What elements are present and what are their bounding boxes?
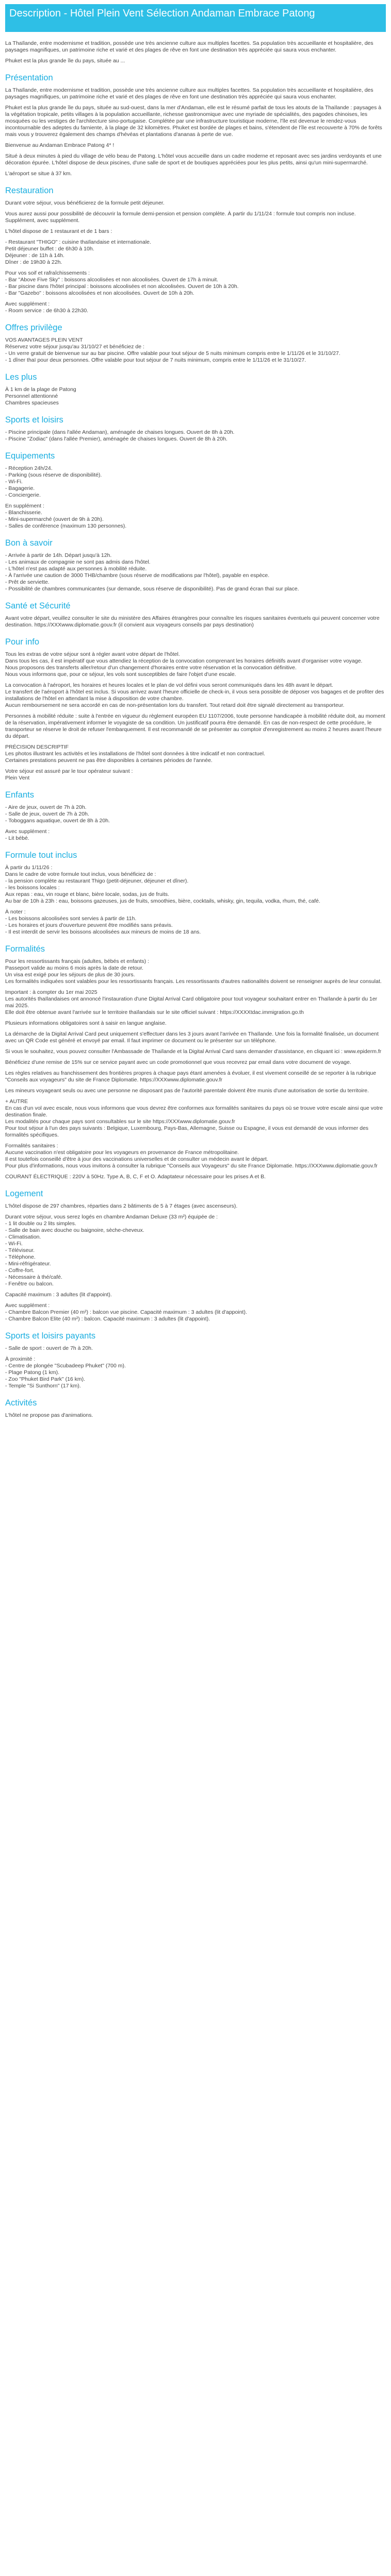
text-line: Formalités sanitaires : — [5, 1143, 58, 1149]
text-line: Dans le cadre de votre formule tout inclus, vous bénéficiez de : — [5, 871, 156, 877]
text-block — [5, 828, 386, 842]
text-block — [5, 804, 386, 824]
text-block — [5, 1048, 386, 1055]
text-line: La démarche de la Digital Arrival Card peut uniquement s'effectuer dans les 3 jours avant l'arrivée en Thaïlande. Une fois la formalité finalisée, un document avec un QR Code est généré et envoyé par email. Il faut imprimer ce document ou le présenter sur un téléphone. — [5, 1031, 379, 1044]
page — [0, 4, 391, 2576]
text-line: - Parking (sous réserve de disponibilité). — [5, 472, 102, 478]
text-line: - Prêt de serviette. — [5, 579, 50, 585]
text-line: Certaines prestations peuvent ne pas être disponibles à certaines périodes de l'année. — [5, 757, 213, 764]
text-block — [5, 337, 386, 364]
section-title-offres-privilege: Offres privilège — [5, 323, 62, 332]
text-line: - Il est interdit de servir les boissons alcoolisées aux mineurs de moins de 18 ans. — [5, 929, 201, 935]
text-block — [5, 465, 386, 499]
text-line: - Mini-réfrigérateur. — [5, 1261, 51, 1267]
text-line: Chambres spacieuses — [5, 400, 59, 406]
text-line: - Possibilité de chambres communicantes (sur demande, sous réserve de disponibilité). Pas de grand écran thaï sur place. — [5, 586, 299, 592]
text-line: La Thaïlande, entre modernisme et tradition, possède une très ancienne culture aux multiples facettes. Sa population très accueillante et hospitalière, des paysages magnifiques, un patrimoine riche et varié et des plages de rêve en font une destination très appréciée qui saura vous enchanter. — [5, 87, 373, 100]
text-block — [5, 211, 386, 224]
text-line: - Room service : de 6h30 à 22h30. — [5, 308, 89, 314]
intro — [5, 40, 386, 64]
text-line: - la pension complète au restaurant Thigo (petit-déjeuner, déjeuner et dîner). — [5, 878, 189, 884]
section-title-formule-tout-inclus: Formule tout inclus — [5, 851, 77, 860]
text-line: Bienvenue au Andaman Embrace Patong 4* ! — [5, 142, 115, 148]
text-block — [5, 142, 386, 149]
text-line: Il est toutefois conseillé d'être à jour des vaccinations universelles et de consulter un médecin avant le départ. — [5, 1156, 268, 1162]
text-line: Personnel attentionné — [5, 393, 58, 399]
text-line: - Fenêtre ou balcon. — [5, 1281, 54, 1287]
text-block — [5, 270, 386, 297]
text-line: Dans tous les cas, il est impératif que vous attendiez la réception de la convocation comprenant les horaires définitifs avant d'organiser votre voyage. — [5, 658, 363, 664]
text-line: Avec supplément : — [5, 828, 50, 835]
text-line: Les photos illustrant les activités et les installations de l'hôtel sont données à titre indicatif et non contractuel. — [5, 751, 265, 757]
text-line: Avant votre départ, veuillez consulter le site du ministère des Affaires étrangères pour connaître les risques sanitaires éventuels qui peuvent concerner votre destination. https://XXXwww.diplomatie.gouv.fr (il convient aux voyageurs conseils par pays destination) — [5, 615, 380, 628]
section-title-activites: Activités — [5, 1398, 37, 1408]
text-block — [5, 200, 386, 207]
text-block — [5, 651, 386, 678]
text-line: Déjeuner : de 11h à 14h. — [5, 252, 64, 259]
text-line: - 1 dîner thaï pour deux personnes. Offre valable pour tout séjour de 7 nuits minimum, compris entre le 1/11/26 et le 31/10/27. — [5, 357, 306, 363]
text-line: Si vous le souhaitez, vous pouvez consulter l'Ambassade de Thaïlande et la Digital Arrival Card sans demander d'assistance, en cliquant ici : www.epiderm.fr — [5, 1048, 382, 1055]
text-line: - Mini-supermarché (ouvert de 9h à 20h). — [5, 516, 104, 522]
text-block — [5, 713, 386, 740]
text-block — [5, 171, 386, 177]
text-line: - Climatisation. — [5, 1234, 41, 1240]
text-line: - Centre de plongée "Scubadeep Phuket" (700 m). — [5, 1363, 126, 1369]
text-line: - Chambre Balcon Premier (40 m²) : balcon vue piscine. Capacité maximum : 3 adultes (lit d'appoint). — [5, 1309, 247, 1315]
text-line: - Piscine "Zodiac" (dans l'allée Premier), aménagée de chaises longues. Ouvert de 8h à 20h. — [5, 436, 227, 442]
text-block — [5, 301, 386, 314]
text-line: - Wi-Fi. — [5, 479, 23, 485]
text-line: - Restaurant "THIGO" : cuisine thaïlandaise et internationale. — [5, 239, 151, 245]
text-block — [5, 552, 386, 592]
text-line: + AUTRE — [5, 1098, 28, 1105]
section-title-restauration: Restauration — [5, 186, 54, 195]
text-line: Pour les ressortissants français (adultes, bébés et enfants) : — [5, 958, 149, 964]
section-title-equipements: Equipements — [5, 451, 55, 461]
text-line: - Zoo "Phuket Bird Park" (16 km). — [5, 1376, 86, 1382]
text-line: PRÉCISION DESCRIPTIF — [5, 744, 69, 750]
text-line: Personnes à mobilité réduite : suite à l'entrée en vigueur du règlement européen EU 1107/2006, toute personne handicapée à mobilité réduite doit, au moment de la réservation, impérativement informer le voyagiste de sa condition. Un justificatif pourra être demandé. En cas de non-respect de cette procédure, le transporteur se réserve le droit de refuser l'embarquement. Il est recommandé de se présenter au comptoir d'enregistrement au moins 2 heures avant l'heure du départ. — [5, 713, 385, 739]
text-line: - Wi-Fi. — [5, 1241, 23, 1247]
text-line: Pour vos soif et rafraîchissements : — [5, 270, 90, 276]
text-line: Les modalités pour chaque pays sont consultables sur le site https://XXXwww.diplomatie.gouv.fr — [5, 1118, 235, 1125]
section-title-logement: Logement — [5, 1189, 43, 1198]
text-line: Dîner : de 19h30 à 22h. — [5, 259, 62, 265]
text-line: - Aire de jeux, ouvert de 7h à 20h. — [5, 804, 87, 810]
text-line: Durant votre séjour, vous serez logés en chambre Andaman Deluxe (33 m²) équipée de : — [5, 1214, 218, 1220]
text-line: - Nécessaire à thé/café. — [5, 1274, 62, 1280]
text-line: Avec supplément : — [5, 1302, 50, 1309]
text-line: L'hôtel dispose de 1 restaurant et de 1 bars : — [5, 228, 112, 234]
text-line: Aux repas : eau, vin rouge et blanc, bière locale, sodas, jus de fruits. — [5, 891, 170, 897]
intro-paragraph: La Thaïlande, entre modernisme et tradition, possède une très ancienne culture aux multiples facettes. Sa population très accueillante et hospitalière, des paysages magnifiques, un patrimoine riche et varié et des plages de rêve en font une destination très appréciée qui saura vous enchanter. — [5, 40, 373, 53]
section-title-sports-et-loisirs-payants: Sports et loisirs payants — [5, 1331, 96, 1341]
text-block — [5, 1203, 386, 1210]
section-title-bon-a-savoir: Bon à savoir — [5, 538, 53, 548]
text-line: - Salle de jeux, ouvert de 7h à 20h. — [5, 811, 89, 817]
text-line: COURANT ÉLECTRIQUE : 220V à 50Hz. Type A, B, C, F et O. Adaptateur nécessaire pour les prises A et B. — [5, 1174, 266, 1180]
text-line: Pour plus d'informations, nous vous invitons à consulter la rubrique "Conseils aux Voyageurs" du site France Diplomatie. https://XXXwww.diplomatie.gouv.fr — [5, 1163, 378, 1169]
text-line: - Bar piscine dans l'hôtel principal : boissons alcoolisées et non alcoolisées. Ouvert de 10h à 20h. — [5, 283, 239, 290]
text-line: Nous vous informons que, pour ce séjour, les vols sont susceptibles de faire l'objet d'une escale. — [5, 671, 236, 677]
text-line: À noter : — [5, 909, 26, 915]
text-block — [5, 239, 386, 266]
text-line: Important : à compter du 1er mai 2025 — [5, 989, 97, 995]
section-title-sante-et-securite: Santé et Sécurité — [5, 601, 71, 611]
text-line: En cas d'un vol avec escale, nous vous informons que vous devrez être conformes aux formalités sanitaires du pays où se trouve votre escale ainsi que votre destination finale. — [5, 1105, 383, 1118]
text-line: - Lit bébé. — [5, 835, 29, 841]
text-line: Passeport valide au moins 6 mois après la date de retour. — [5, 965, 143, 971]
text-line: Vous aurez aussi pour possibilité de découvrir la formule demi-pension et pension complète. À partir du 1/11/24 : formule tout compris non incluse. Supplément, avec supplément. — [5, 211, 356, 224]
text-line: - Piscine principale (dans l'allée Andaman), aménagée de chaises longues. Ouvert de 8h à 20h. — [5, 429, 235, 435]
text-line: - Téléviseur. — [5, 1247, 35, 1253]
text-line: - Arrivée à partir de 14h. Départ jusqu'à 12h. — [5, 552, 112, 558]
text-line: Au bar de 10h à 23h : eau, boissons gazeuses, jus de fruits, smoothies, bière, cocktails, whisky, gin, tequila, vodka, rhum, thé, café. — [5, 898, 320, 904]
text-line: Situé à deux minutes à pied du village de vélo beau de Patong. L'hôtel vous accueille dans un cadre moderne et reposant avec ses jardins verdoyants et une décoration épurée. L'hôtel dispose de deux piscines, d'une salle de sport et de boutiques appréciées pour les plus petits, ainsi qu'un mini-supermarché. — [5, 153, 382, 166]
text-line: Durant votre séjour, vous bénéficierez de la formule petit déjeuner. — [5, 200, 165, 206]
page-title: Description - Hôtel Plein Vent Sélection Andaman Embrace Patong — [5, 4, 386, 32]
text-block — [5, 1070, 386, 1083]
description-content — [0, 32, 391, 1419]
text-line: - Salle de bain avec douche ou baignoire, sèche-cheveux. — [5, 1227, 144, 1233]
text-line: - Réception 24h/24. — [5, 465, 53, 471]
text-line: Nous proposons des transferts aller/retour d'un changement d'horaires entre votre réservation et la convocation définitive. — [5, 665, 297, 671]
text-block — [5, 503, 386, 530]
text-block — [5, 87, 386, 100]
section-title-les-plus: Les plus — [5, 372, 37, 382]
text-line: - Bar "Gazebo" : boissons alcoolisées et non alcoolisées. Ouvert de 10h à 20h. — [5, 290, 194, 296]
text-line: Phuket est la plus grande île du pays, située au sud-ouest, dans la mer d'Andaman, elle est le résumé parfait de tous les atouts de la Thaïlande : paysages à la végétation tropicale, petits villages à la population accueillante, richesse gastronomique avec une myriade de spécialités, des pagodes chinoises, les mosquées ou les vestiges de l'architecture sino-portugaise. Complétée par une infrastructure touristique moderne, l'île est devenue le rendez-vous incontournable des adeptes du farniente, à la plage de 32 kilomètres. Phuket est bordée de plages et bains, s'étendent de l'île est recouverte à 70% de forêts mais vous y trouverez également des champs d'hévéas et plantations d'ananas à perte de vue. — [5, 105, 382, 138]
text-line: VOS AVANTAGES PLEIN VENT — [5, 337, 83, 343]
text-line: - Temple "Si Sunthorn" (17 km). — [5, 1383, 81, 1389]
text-block — [5, 1292, 386, 1298]
text-line: En supplément : — [5, 503, 44, 509]
text-line: Plein Vent — [5, 775, 30, 781]
intro-paragraph: Phuket est la plus grande île du pays, située au ... — [5, 58, 125, 64]
text-block — [5, 615, 386, 629]
text-line: Les autorités thaïlandaises ont annoncé l'instauration d'une Digital Arrival Card obligatoire pour tout voyageur souhaitant entrer en Thaïlande à partir du 1er mai 2025. — [5, 996, 378, 1009]
text-line: Aucune vaccination n'est obligatoire pour les voyageurs en provenance de France métropolitaine. — [5, 1149, 239, 1156]
text-line: Pour tout séjour à l'un des pays suivants : Belgique, Luxembourg, Pays-Bas, Allemagne, Suisse ou Espagne, il vous est demandé de vous informer des formalités spécifiques. — [5, 1125, 369, 1138]
text-line: À partir du 1/11/26 : — [5, 865, 53, 871]
text-line: - À l'arrivée une caution de 3000 THB/chambre (sous réserve de modifications par l'hôtel), payable en espèce. — [5, 572, 270, 579]
text-line: Un visa est exigé pour les séjours de plus de 30 jours. — [5, 972, 135, 978]
text-line: Capacité maximum : 3 adultes (lit d'appoint). — [5, 1292, 112, 1298]
section-title-sports-et-loisirs: Sports et loisirs — [5, 415, 63, 425]
text-line: - Conciergerie. — [5, 492, 41, 498]
text-line: La convocation à l'aéroport, les horaires et heures locales et le plan de vol défini vous seront communiqués dans les 48h avant le départ. — [5, 682, 333, 688]
text-line: Aucun remboursement ne sera accordé en cas de non-présentation lors du transfert. Tout retard doit être signalé directement au transporteur. — [5, 702, 345, 708]
text-block — [5, 1059, 386, 1066]
text-block — [5, 153, 386, 166]
text-line: - Bar "Above Five Sky" : boissons alcoolisées et non alcoolisées. Ouvert de 17h à minuit. — [5, 277, 219, 283]
text-block — [5, 1302, 386, 1323]
text-line: Les mineurs voyageant seuls ou avec une personne ne disposant pas de l'autorité parentale doivent être munis d'une autorisation de sortie du territoire. — [5, 1088, 369, 1094]
text-line: Les règles relatives au franchissement des frontières propres à chaque pays étant amenées à évoluer, il est vivement conseillé de se reporter à la rubrique "Conseils aux voyageurs" du site de France Diplomatie. https://XXXwww.diplomatie.gouv.fr — [5, 1070, 377, 1083]
text-line: - Salles de conférence (maximum 130 personnes). — [5, 523, 127, 529]
text-line: Avec supplément : — [5, 301, 50, 307]
text-line: - les boissons locales : — [5, 885, 60, 891]
text-line: - Blanchisserie. — [5, 510, 42, 516]
text-block — [5, 909, 386, 936]
text-block — [5, 228, 386, 235]
text-block — [5, 1412, 386, 1419]
text-block — [5, 1174, 386, 1180]
text-line: Votre séjour est assuré par le tour opérateur suivant : — [5, 768, 133, 774]
text-line: - 1 lit double ou 2 lits simples. — [5, 1221, 76, 1227]
text-line: - Bagagerie. — [5, 485, 35, 492]
text-line: - Les animaux de compagnie ne sont pas admis dans l'hôtel. — [5, 559, 151, 565]
text-block — [5, 105, 386, 138]
text-line: Le transfert de l'aéroport à l'hôtel est inclus. Si vous arrivez avant l'heure officielle de check-in, il vous sera possible de déposer vos bagages et de profiter des installations de l'hôtel en attendant la mise à disposition de votre chambre. — [5, 689, 384, 702]
text-line: - Téléphone. — [5, 1254, 36, 1260]
text-line: Réservez votre séjour jusqu'au 31/10/27 et bénéficiez de : — [5, 344, 144, 350]
text-block — [5, 744, 386, 764]
text-line: À 1 km de la plage de Patong — [5, 386, 76, 393]
text-line: - Plage Patong (1 km). — [5, 1369, 60, 1376]
text-line: - Coffre-fort. — [5, 1267, 35, 1274]
text-line: Plusieurs informations obligatoires sont à saisir en langue anglaise. — [5, 1020, 167, 1026]
text-block — [5, 1031, 386, 1044]
text-block — [5, 768, 386, 782]
text-block — [5, 386, 386, 406]
text-block — [5, 1143, 386, 1170]
text-line: Elle doit être obtenue avant l'arrivée sur le territoire thaïlandais sur le site officiel suivant : https://XXXXtdac.immigration.go.th — [5, 1009, 304, 1015]
text-block — [5, 958, 386, 985]
text-line: L'hôtel dispose de 297 chambres, réparties dans 2 bâtiments de 5 à 7 étages (avec ascenseurs). — [5, 1203, 238, 1209]
text-block — [5, 682, 386, 709]
text-line: - Les boissons alcoolisées sont servies à partir de 11h. — [5, 916, 137, 922]
text-block — [5, 1020, 386, 1027]
text-line: - Les horaires et jours d'ouverture peuvent être modifiés sans préavis. — [5, 922, 173, 928]
section-title-presentation: Présentation — [5, 73, 53, 82]
section-title-enfants: Enfants — [5, 790, 34, 800]
text-block — [5, 989, 386, 1016]
text-line: Tous les extras de votre séjour sont à régler avant votre départ de l'hôtel. — [5, 651, 180, 657]
text-line: À proximité : — [5, 1356, 36, 1362]
text-line: - Un verre gratuit de bienvenue sur au bar piscine. Offre valable pour tout séjour de 5 nuits minimum compris entre le 1/11/26 et le 31/10/27. — [5, 350, 340, 357]
text-line: Les formalités indiquées sont valables pour les ressortissants français. Les ressortissants d'autres nationalités doivent se renseigner auprès de leur consulat. — [5, 978, 382, 985]
text-line: Bénéficiez d'une remise de 15% sur ce service payant avec un code promotionnel que vous recevrez par email dans votre document de voyage. — [5, 1059, 351, 1065]
text-block — [5, 1088, 386, 1094]
text-block — [5, 1345, 386, 1352]
text-line: Petit déjeuner buffet : de 6h30 à 10h. — [5, 246, 94, 252]
section-title-pour-info: Pour info — [5, 637, 40, 647]
text-line: L'hôtel ne propose pas d'animations. — [5, 1412, 93, 1418]
sections — [5, 73, 386, 1419]
text-line: - L'hôtel n'est pas adapté aux personnes à mobilité réduite. — [5, 566, 147, 572]
text-line: - Salle de sport : ouvert de 7h à 20h. — [5, 1345, 93, 1351]
text-block — [5, 1098, 386, 1139]
text-line: - Chambre Balcon Elite (40 m²) : balcon. Capacité maximum : 3 adultes (lit d'appoint). — [5, 1316, 210, 1322]
text-block — [5, 1214, 386, 1287]
text-line: - Toboggans aquatique, ouvert de 8h à 20h. — [5, 818, 110, 824]
text-line: L'aéroport se situe à 37 km. — [5, 171, 72, 177]
text-block — [5, 1356, 386, 1389]
section-title-formalites: Formalités — [5, 944, 45, 954]
text-block — [5, 865, 386, 905]
text-block — [5, 429, 386, 443]
